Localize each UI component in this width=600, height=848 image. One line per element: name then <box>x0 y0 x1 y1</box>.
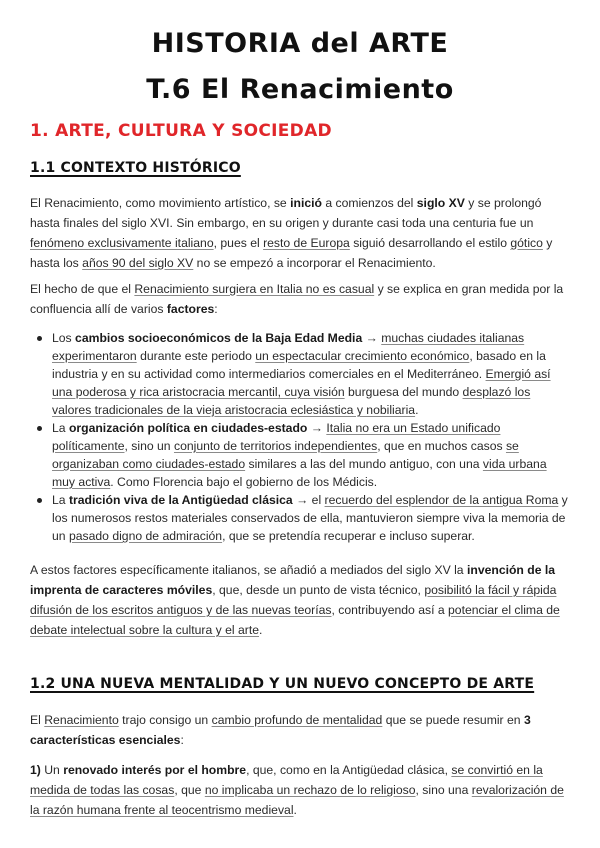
paragraph: El Renacimiento trajo consigo un cambio profundo de mentalidad que se puede resumir en 3 características esenciales: <box>30 713 531 747</box>
section-heading: 1. ARTE, CULTURA Y SOCIEDAD <box>30 121 332 141</box>
document-title: HISTORIA del ARTE <box>151 28 449 59</box>
list-item: La tradición viva de la Antigüedad clásica → el recuerdo del esplendor de la antigua Roma y los numerosos restos materiales conservados de ella, mantuvieron siempre viva la memoria de un pasado digno de admiración, que se pretendía recuperar e incluso superar. <box>30 491 570 545</box>
list-item: Los cambios socioeconómicos de la Baja Edad Media → muchas ciudades italianas experimentaron durante este periodo un espectacular crecimiento económico, basado en la industria y en su actividad como intermediarios comerciales en el Mediterráneo. Emergió así una poderosa y rica aristocracia mercantil, cuya visión burguesa del mundo desplazó los valores tradicionales de la vieja aristocracia eclesiástica y nobiliaria. <box>30 329 570 419</box>
list-item: La organización política en ciudades-estado → Italia no era un Estado unificado políticamente, sino un conjunto de territorios independientes, que en muchos casos se organizaban como ciudades-estado similares a las del mundo antiguo, con una vida urbana muy activa. Como Florencia bajo el gobierno de los Médicis. <box>30 419 570 491</box>
paragraph: A estos factores específicamente italianos, se añadió a mediados del siglo XV la invención de la imprenta de caracteres móviles, que, desde un punto de vista técnico, posibilitó la fácil y rápida difusión de los escritos antiguos y de las nuevas teorías, contribuyendo así a potenciar el clima de debate intelectual sobre la cultura y el arte. <box>30 563 560 637</box>
subsection-heading: 1.1 CONTEXTO HISTÓRICO <box>30 160 241 176</box>
subsection-heading: 1.2 UNA NUEVA MENTALIDAD Y UN NUEVO CONCEPTO DE ARTE <box>30 676 535 692</box>
paragraph: 1) Un renovado interés por el hombre, que, como en la Antigüedad clásica, se convirtió en la medida de todas las cosas, que no implicaba un rechazo de lo religioso, sino una revalorización de la razón humana frente al teocentrismo medieval. <box>30 763 564 817</box>
factor-list <box>30 329 570 545</box>
paragraph: El Renacimiento, como movimiento artístico, se inició a comienzos del siglo XV y se prolongó hasta finales del siglo XVI. Sin embargo, en su origen y durante casi toda una centuria fue un fenómeno exclusivamente italiano, pues el resto de Europa siguió desarrollando el estilo gótico y hasta los años 90 del siglo XV no se empezó a incorporar el Renacimiento. <box>30 196 553 270</box>
paragraph: El hecho de que el Renacimiento surgiera en Italia no es casual y se explica en gran medida por la confluencia allí de varios factores: <box>30 282 564 316</box>
document-subtitle: T.6 El Renacimiento <box>146 74 454 105</box>
